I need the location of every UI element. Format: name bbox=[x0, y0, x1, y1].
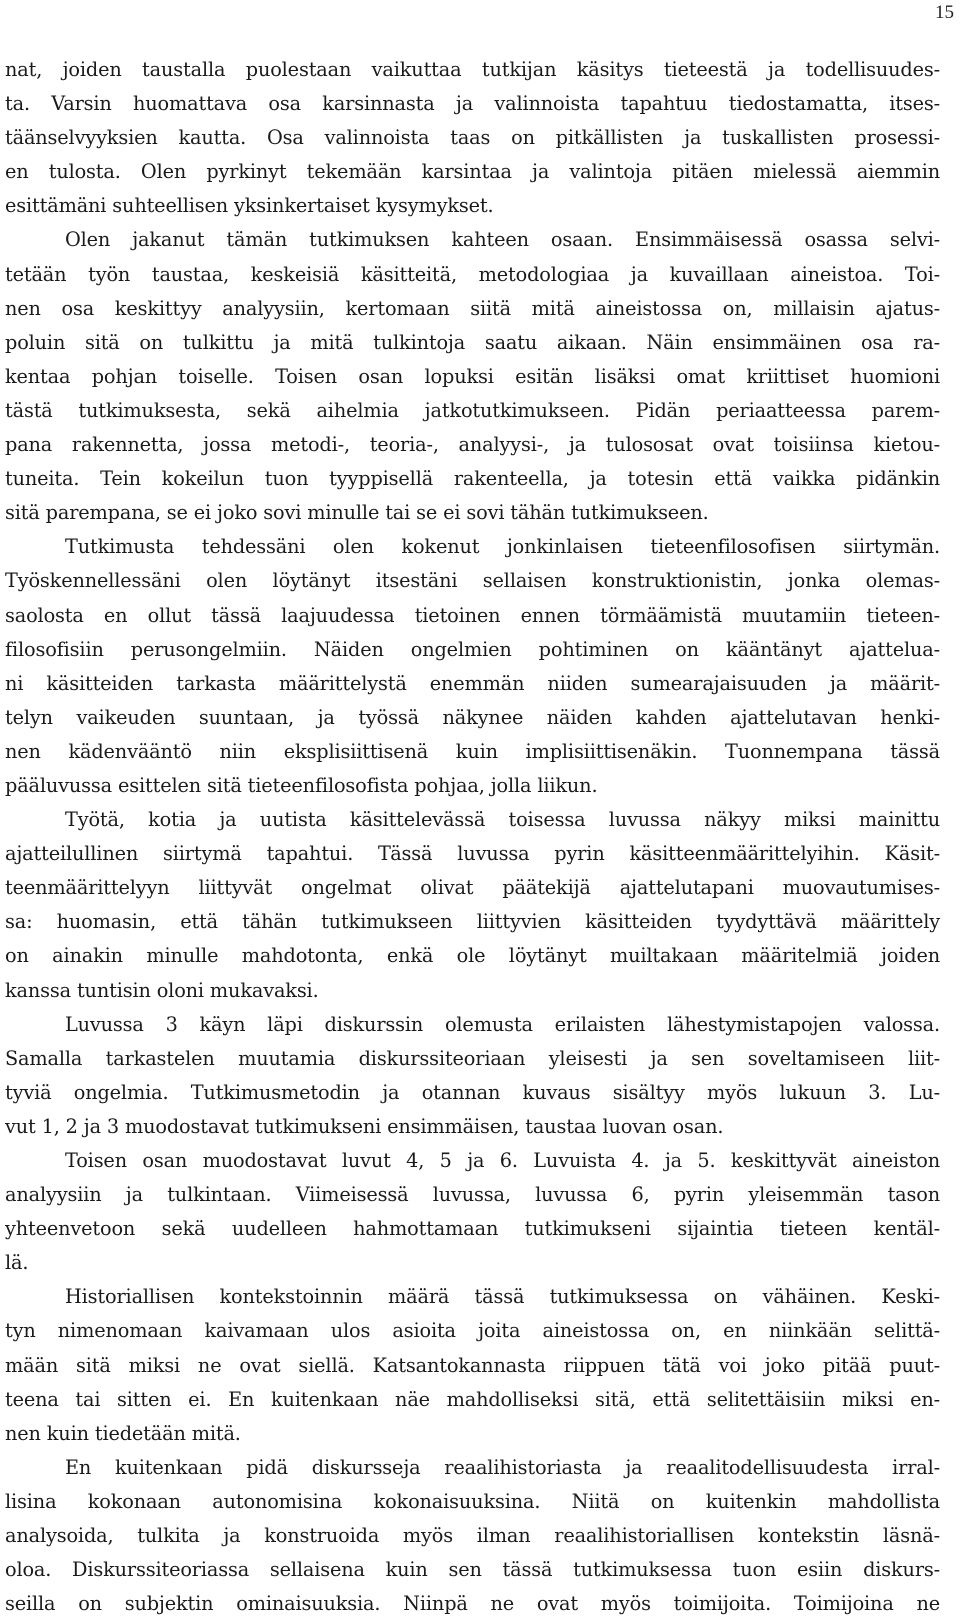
text-line: sitä parempana, se ei joko sovi minulle tai se ei sovi tähän tutkimukseen. bbox=[5, 501, 709, 525]
text-line: mään sitä miksi ne ovat siellä. Katsantokannasta riippuen tätä voi joko pitää puut- bbox=[5, 1353, 940, 1377]
text-line: Työtä, kotia ja uutista käsittelevässä toisessa luvussa näkyy miksi mainittu bbox=[65, 808, 940, 832]
text-line: on ainakin minulle mahdotonta, enkä ole löytänyt muiltakaan määritelmiä joiden bbox=[5, 944, 940, 968]
text-line: En kuitenkaan pidä diskursseja reaalihistoriasta ja reaalitodellisuudesta irral- bbox=[65, 1455, 940, 1479]
text-line: analyysiin ja tulkintaan. Viimeisessä luvussa, luvussa 6, pyrin yleisemmän tason bbox=[5, 1183, 940, 1207]
text-line: täänselvyyksien kautta. Osa valinnoista taas on pitkällisten ja tuskallisten prosessi- bbox=[5, 126, 940, 150]
text-line: vut 1, 2 ja 3 muodostavat tutkimukseni ensimmäisen, taustaa luovan osan. bbox=[5, 1114, 724, 1138]
text-line: Tutkimusta tehdessäni olen kokenut jonkinlaisen tieteenfilosofisen siirtymän. bbox=[65, 535, 940, 559]
text-line: poluin sitä on tulkittu ja mitä tulkintoja saatu aikaan. Näin ensimmäinen osa ra- bbox=[5, 330, 940, 354]
text-line: Historiallisen kontekstoinnin määrä tässä tutkimuksessa on vähäinen. Keski- bbox=[65, 1285, 940, 1309]
text-line: tuneita. Tein kokeilun tuon tyyppisellä rakenteella, ja totesin että vaikka pidänkin bbox=[5, 467, 940, 491]
text-line: kentaa pohjan toiselle. Toisen osan lopuksi esitän lisäksi omat kriittiset huomioni bbox=[5, 364, 940, 388]
text-line: Toisen osan muodostavat luvut 4, 5 ja 6. Luvuista 4. ja 5. keskittyvät aineiston bbox=[65, 1149, 940, 1172]
text-line: tetään työn taustaa, keskeisiä käsitteitä, metodologiaa ja kuvaillaan aineistoa. Toi- bbox=[5, 262, 940, 286]
text-line: pana rakennetta, jossa metodi-, teoria-, analyysi-, ja tulososat ovat toisiinsa kietou- bbox=[5, 433, 940, 457]
text-line: analysoida, tulkita ja konstruoida myös ilman reaalihistoriallisen kontekstin läsnä- bbox=[5, 1524, 940, 1548]
text-line: Luvussa 3 käyn läpi diskurssin olemusta erilaisten lähestymistapojen valossa. bbox=[65, 1012, 940, 1036]
text-line: ni käsitteiden tarkasta määrittelystä enemmän niiden sumearajaisuuden ja määrit- bbox=[5, 671, 940, 695]
text-line: tästä tutkimuksesta, sekä aihelmia jatkotutkimukseen. Pidän periaatteessa parem- bbox=[5, 398, 940, 422]
text-line: tyviä ongelmia. Tutkimusmetodin ja otannan kuvaus sisältyy myös lukuun 3. Lu- bbox=[5, 1080, 940, 1104]
text-line: lisina kokonaan autonomisina kokonaisuuksina. Niitä on kuitenkin mahdollista bbox=[5, 1489, 940, 1513]
text-line: ta. Varsin huomattava osa karsinnasta ja valinnoista tapahtuu tiedostamatta, itses- bbox=[5, 92, 940, 116]
text-line: esittämäni suhteellisen yksinkertaiset kysymykset. bbox=[5, 194, 494, 218]
text-line: Työskennellessäni olen löytänyt itsestäni sellaisen konstruktionistin, jonka olemas- bbox=[5, 569, 940, 593]
text-line: nat, joiden taustalla puolestaan vaikuttaa tutkijan käsitys tieteestä ja todellisuudes- bbox=[5, 58, 940, 81]
text-line: saolosta en ollut tässä laajuudessa tietoinen ennen törmäämistä muutamiin tieteen- bbox=[5, 603, 940, 627]
text-line: tyn nimenomaan kaivamaan ulos asioita joita aineistossa on, en niinkään selittä- bbox=[5, 1319, 940, 1343]
text-line: yhteenvetoon sekä uudelleen hahmottamaan tutkimukseni sijaintia tieteen kentäl- bbox=[5, 1217, 940, 1241]
text-line: Samalla tarkastelen muutamia diskurssiteoriaan yleisesti ja sen soveltamiseen liit- bbox=[5, 1046, 940, 1070]
text-line: filosofisiin perusongelmiin. Näiden ongelmien pohtiminen on kääntänyt ajatteluа- bbox=[5, 637, 940, 661]
text-line: teena tai sitten ei. En kuitenkaan näe mahdolliseksi sitä, että selitettäisiin miksi en- bbox=[5, 1387, 940, 1411]
text-line: kanssa tuntisin oloni mukavaksi. bbox=[5, 978, 319, 1002]
body-text bbox=[5, 53, 940, 1621]
text-line: nen kuin tiedetään mitä. bbox=[5, 1421, 241, 1445]
text-line: oloa. Diskurssiteoriassa sellaisena kuin sen tässä tutkimuksessa tuon esiin diskurs- bbox=[5, 1558, 940, 1582]
text-line: pääluvussa esittelen sitä tieteenfilosofista pohjaa, jolla liikun. bbox=[5, 773, 598, 797]
text-line: nen kädenvääntö niin eksplisiittisenä kuin implisiittisenäkin. Tuonnempana tässä bbox=[5, 739, 940, 763]
text-line: lä. bbox=[5, 1251, 29, 1275]
text-line: teenmäärittelyyn liittyvät ongelmat olivat päätekijä ajattelutapani muovautumises- bbox=[5, 876, 940, 900]
text-line: ajatteilullinen siirtymä tapahtui. Tässä luvussa pyrin käsitteenmäärittelyihin. Käsit- bbox=[5, 842, 940, 866]
text-line: seilla on subjektin ominaisuuksia. Niinpä ne ovat myös toimijoita. Toimijoina ne bbox=[5, 1592, 940, 1616]
text-line: Olen jakanut tämän tutkimuksen kahteen osaan. Ensimmäisessä osassa selvi- bbox=[65, 228, 940, 252]
text-line: nen osa keskittyy analyysiin, kertomaan siitä mitä aineistossa on, millaisin ajatus- bbox=[5, 296, 940, 320]
text-line: telyn vaikeuden suuntaan, ja työssä näkynee näiden kahden ajattelutavan henki- bbox=[5, 705, 940, 729]
text-line: sa: huomasin, että tähän tutkimukseen liittyvien käsitteiden tyydyttävä määrittely bbox=[5, 910, 940, 934]
text-line: en tulosta. Olen pyrkinyt tekemään karsintaa ja valintoja pitäen mielessä aiemmin bbox=[5, 160, 940, 184]
page-number: 15 bbox=[935, 2, 954, 23]
